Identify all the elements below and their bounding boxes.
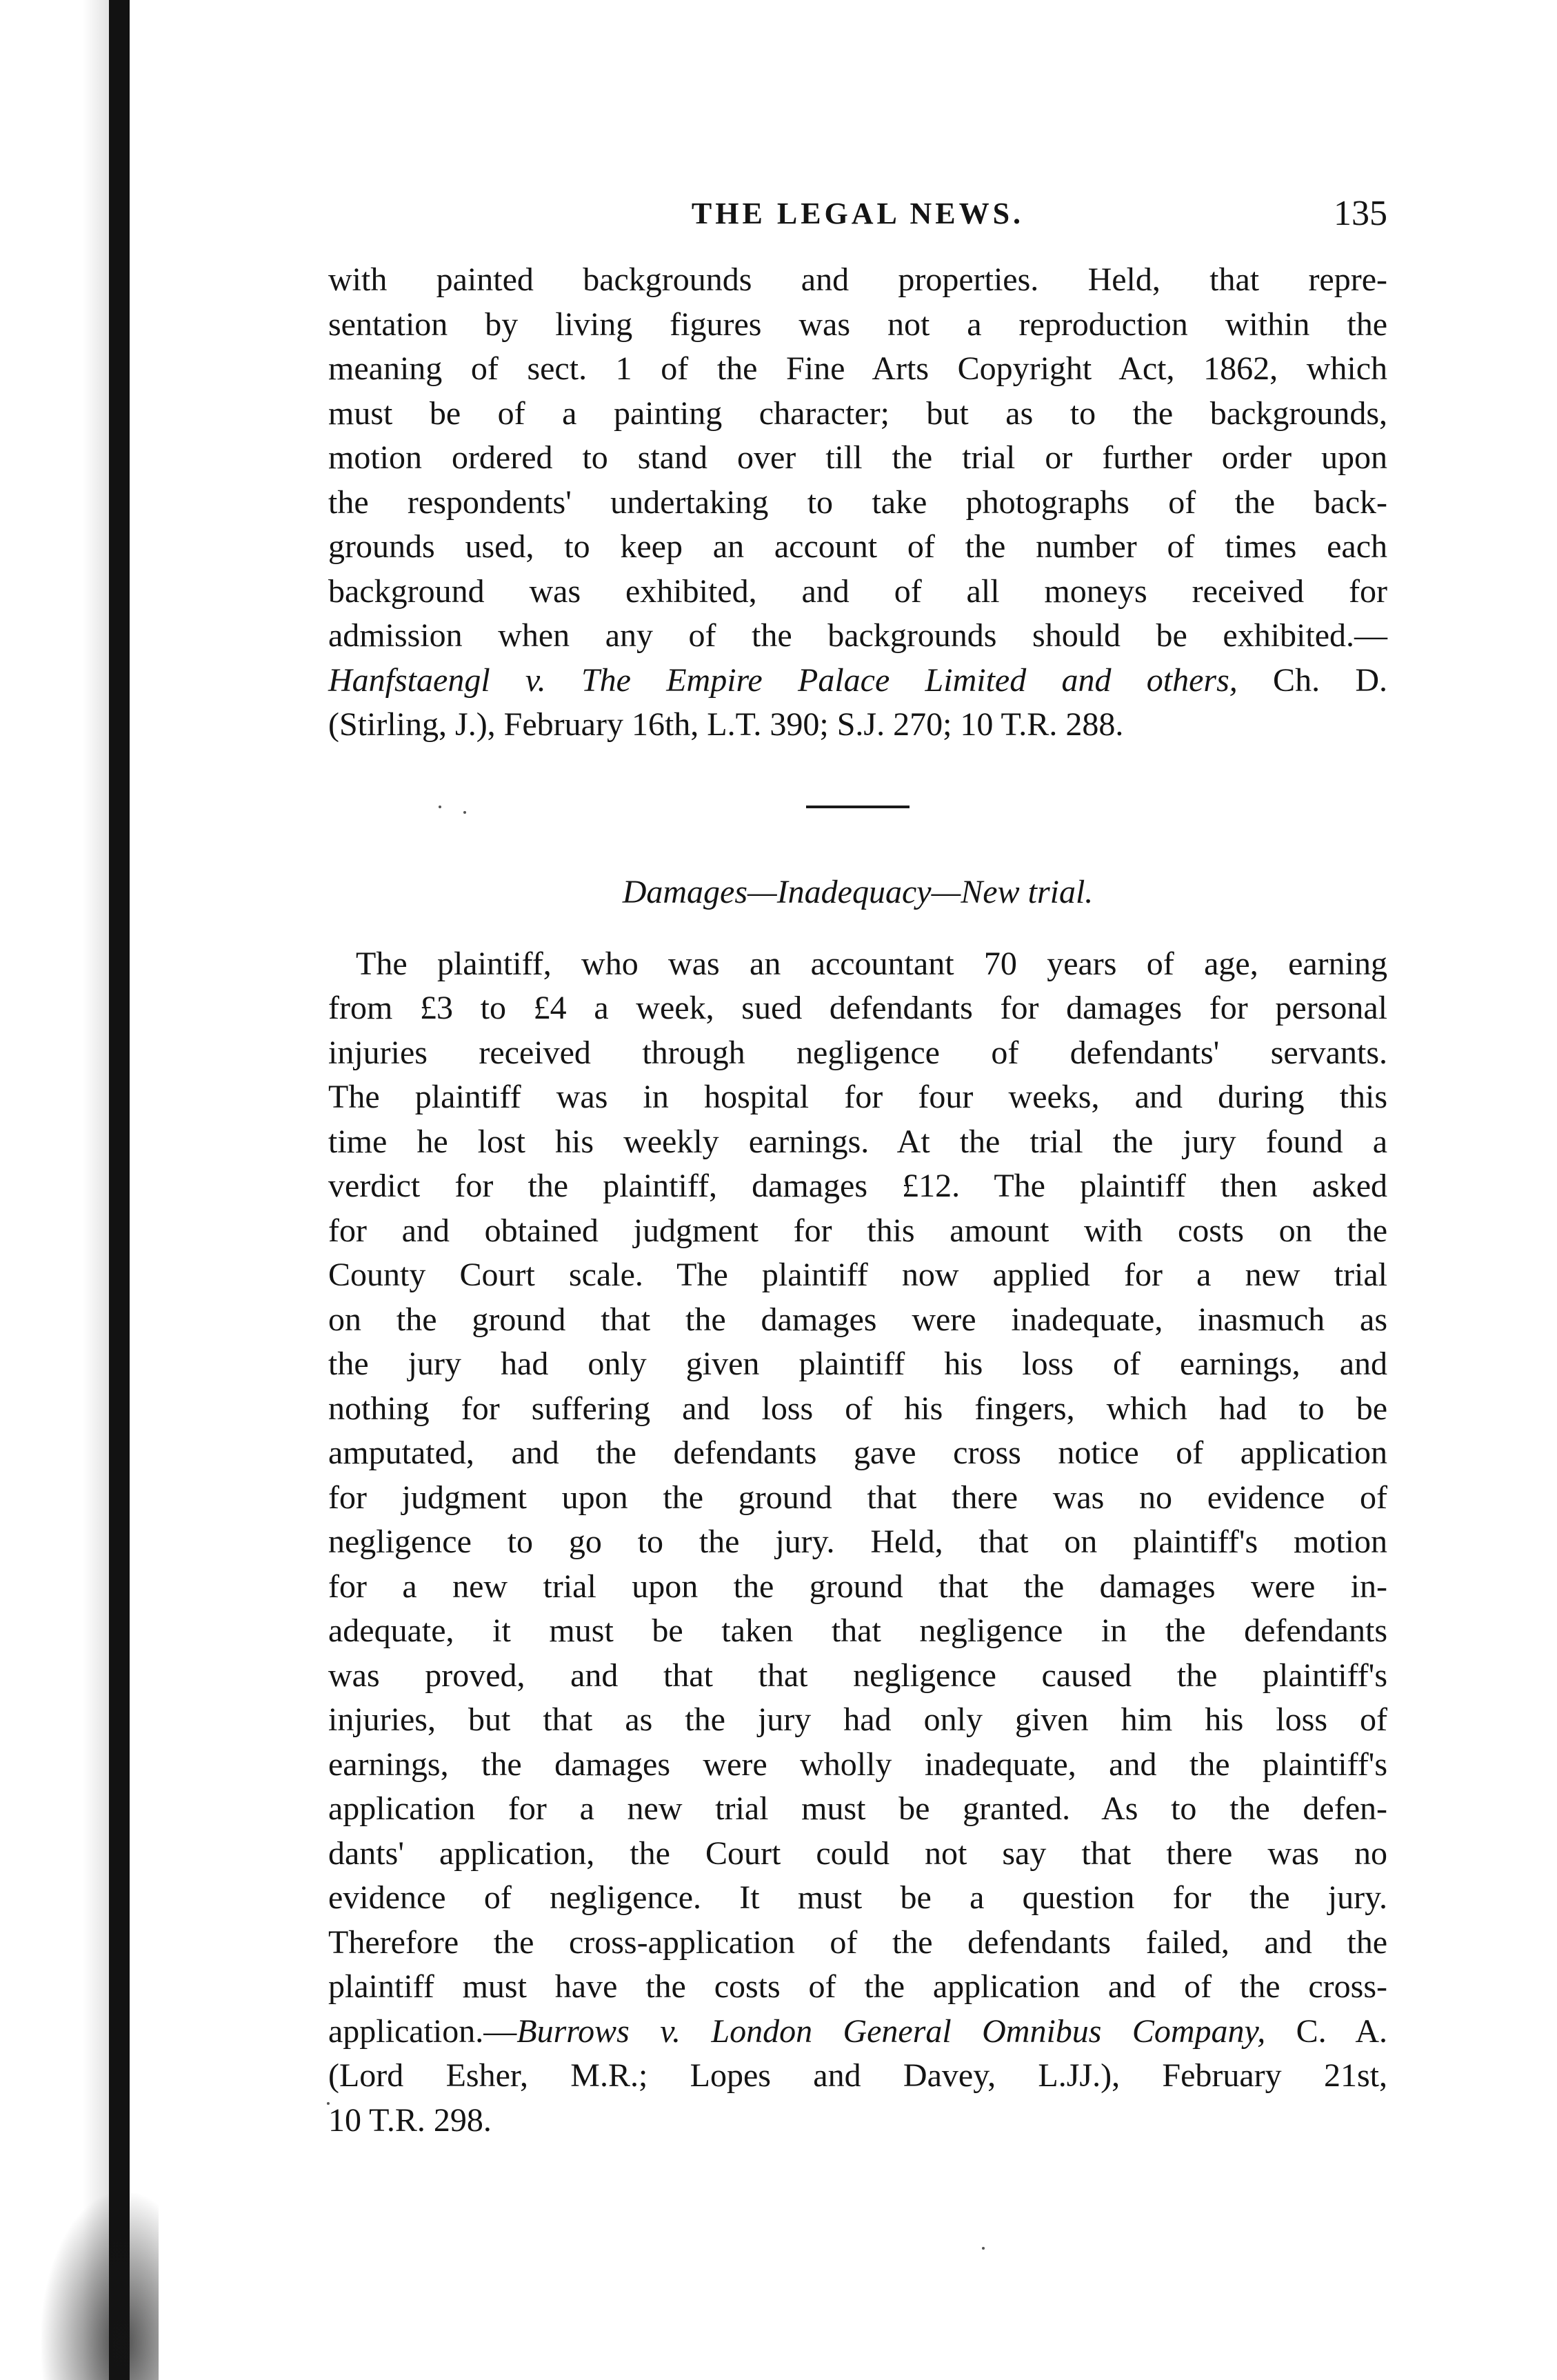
citation-line: (Lord Esher, M.R.; Lopes and Davey, L.JJ.), February 21st,: [328, 2057, 1387, 2094]
citation-line: [328, 2010, 1387, 2054]
text-line: Therefore the cross-application of the defendants failed, and the: [328, 1923, 1387, 1961]
text-line: must be of a painting character; but as to the backgrounds,: [328, 394, 1387, 432]
text-line: time he lost his weekly earnings. At the trial the jury found a: [328, 1123, 1387, 1160]
text-line: The plaintiff was in hospital for four weeks, and during this: [328, 1079, 1387, 1115]
text-line: meaning of sect. 1 of the Fine Arts Copyright Act, 1862, which: [328, 350, 1387, 387]
text-line: was proved, and that that negligence caused the plaintiff's: [328, 1657, 1387, 1694]
text-line: the respondents' undertaking to take photographs of the back-: [328, 483, 1387, 521]
text-line: application for a new trial must be granted. As to the defen-: [328, 1790, 1387, 1827]
running-title: THE LEGAL NEWS.: [691, 197, 1025, 230]
section-divider: [806, 806, 910, 808]
text-line: adequate, it must be taken that negligence in the defendants: [328, 1612, 1387, 1649]
text-line: sentation by living figures was not a reproduction within the: [328, 306, 1387, 343]
text-line: negligence to go to the jury. Held, that on plaintiff's motion: [328, 1523, 1387, 1560]
text-line: for a new trial upon the ground that the damages were in-: [328, 1568, 1387, 1605]
citation-prefix: application.—: [328, 2012, 517, 2050]
text-line: the jury had only given plaintiff his loss of earnings, and: [328, 1346, 1387, 1382]
page-number: 135: [1334, 194, 1387, 233]
page-content: [328, 193, 1387, 2143]
text-line: admission when any of the backgrounds should be exhibited.—: [328, 617, 1387, 654]
case-name: Hanfstaengl v. The Empire Palace Limited and others,: [328, 661, 1238, 699]
text-line: motion ordered to stand over till the trial or further order upon: [328, 439, 1387, 476]
text-line: amputated, and the defendants gave cross notice of application: [328, 1434, 1387, 1471]
paragraph-fine-arts-copyright: [328, 258, 1387, 748]
text-line: for and obtained judgment for this amount with costs on the: [328, 1212, 1387, 1249]
text-line: with painted backgrounds and properties. Held, that repre-: [328, 261, 1387, 298]
citation-line: 10 T.R. 298.: [328, 2101, 492, 2139]
citation-line: (Stirling, J.), February 16th, L.T. 390; S.J. 270; 10 T.R. 288.: [328, 706, 1124, 743]
binding-shadow: [83, 0, 110, 2380]
binding-edge: [109, 0, 130, 2380]
text-line: County Court scale. The plaintiff now applied for a new trial: [328, 1257, 1387, 1293]
paragraph-damages: [328, 942, 1387, 2143]
text-line: verdict for the plaintiff, damages £12. The plaintiff then asked: [328, 1168, 1387, 1204]
text-line: from £3 to £4 a week, sued defendants for damages for personal: [328, 990, 1387, 1026]
text-line: earnings, the damages were wholly inadequate, and the plaintiff's: [328, 1746, 1387, 1783]
case-name: Burrows v. London General Omnibus Company,: [516, 2012, 1266, 2050]
running-head: [328, 193, 1387, 234]
court-abbrev: C. A.: [1265, 2012, 1388, 2050]
citation-line: [328, 659, 1387, 703]
text-line: grounds used, to keep an account of the number of times each: [328, 528, 1387, 565]
text-line: dants' application, the Court could not say that there was no: [328, 1834, 1387, 1872]
text-line: background was exhibited, and of all moneys received for: [328, 572, 1387, 610]
text-line: for judgment upon the ground that there was no evidence of: [328, 1479, 1387, 1516]
text-line: injuries received through negligence of defendants' servants.: [328, 1034, 1387, 1071]
text-line: evidence of negligence. It must be a question for the jury.: [328, 1879, 1387, 1916]
binding-smudge: [41, 2193, 159, 2380]
text-line: The plaintiff, who was an accountant 70 years of age, earning: [356, 945, 1387, 982]
text-line: on the ground that the damages were inadequate, inasmuch as: [328, 1301, 1387, 1338]
text-line: plaintiff must have the costs of the application and of the cross-: [328, 1968, 1387, 2005]
court-abbrev: Ch. D.: [1237, 661, 1388, 699]
section-heading: Damages—Inadequacy—New trial.: [622, 873, 1094, 910]
text-line: nothing for suffering and loss of his fingers, which had to be: [328, 1390, 1387, 1427]
text-line: injuries, but that as the jury had only given him his loss of: [328, 1701, 1387, 1738]
